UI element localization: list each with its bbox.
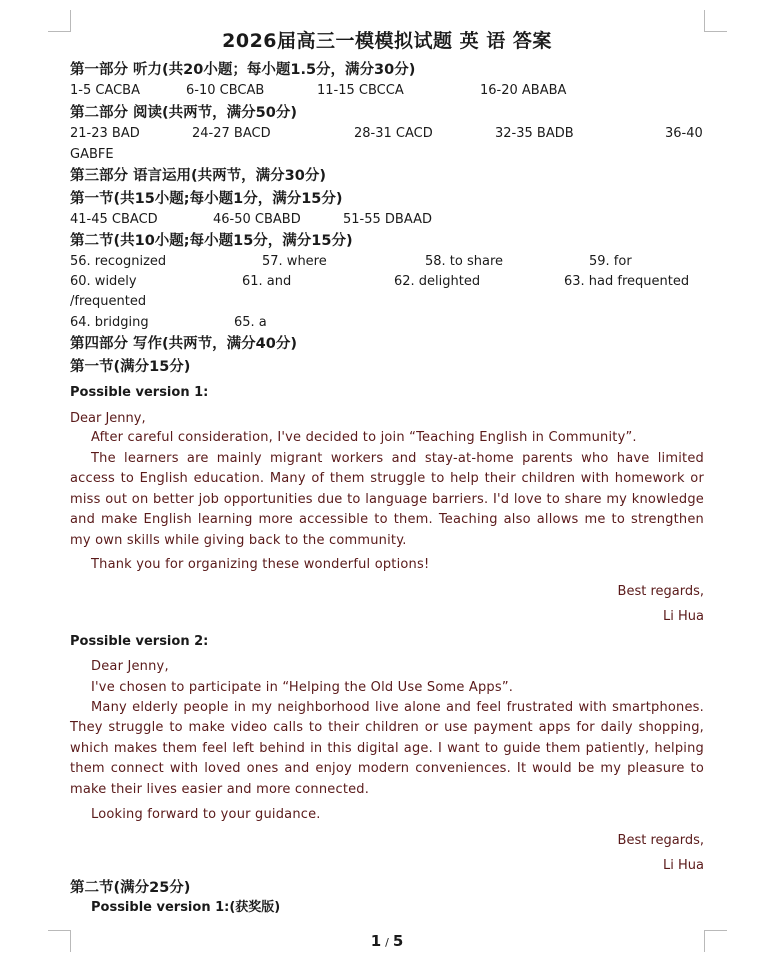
version2-label: Possible version 2: bbox=[70, 634, 209, 649]
answer-group: 11-15 CBCCA bbox=[317, 83, 404, 98]
answer-item: 63. had frequented bbox=[564, 274, 690, 289]
part3-section2-row3 bbox=[70, 314, 704, 332]
version1-label: Possible version 1: bbox=[70, 385, 209, 400]
version1-closing: Best regards, bbox=[617, 584, 704, 599]
total-pages: 5 bbox=[392, 932, 404, 950]
part2-heading: 第二部分 阅读(共两节，满分50分) bbox=[70, 105, 297, 121]
answer-group: 36-40 bbox=[665, 126, 703, 141]
part4-heading: 第四部分 写作(共两节，满分40分) bbox=[70, 336, 297, 352]
answer-item: 56. recognized bbox=[70, 254, 167, 269]
version1-salutation: Dear Jenny, bbox=[70, 411, 146, 426]
answer-group: 51-55 DBAAD bbox=[343, 212, 432, 227]
crop-mark bbox=[705, 930, 727, 931]
version2-salutation: Dear Jenny, bbox=[91, 659, 169, 674]
version2-paragraph3: Looking forward to your guidance. bbox=[91, 807, 321, 822]
answer-group: 32-35 BADB bbox=[495, 126, 574, 141]
answer-group: 46-50 CBABD bbox=[213, 212, 301, 227]
part3-heading: 第三部分 语言运用(共两节，满分30分) bbox=[70, 168, 326, 184]
answer-group: 28-31 CACD bbox=[354, 126, 433, 141]
answer-item: 64. bridging bbox=[70, 315, 149, 330]
part3-section1-heading: 第一节(共15小题;每小题1分，满分15分) bbox=[70, 191, 343, 207]
answer-item: 57. where bbox=[262, 254, 327, 269]
answer-item: 58. to share bbox=[425, 254, 504, 269]
answer-item: 61. and bbox=[242, 274, 292, 289]
part2-answers-cont: GABFE bbox=[70, 147, 114, 162]
page-number bbox=[0, 932, 774, 950]
answer-item: 59. for bbox=[589, 254, 632, 269]
part4-section2-heading: 第二节(满分25分) bbox=[70, 880, 191, 896]
answer-group: 16-20 ABABA bbox=[480, 83, 567, 98]
section2-version1-label: Possible version 1:(获奖版) bbox=[91, 900, 281, 915]
part3-section2-row2 bbox=[70, 273, 704, 291]
part1-answers bbox=[70, 82, 704, 100]
current-page: 1 bbox=[370, 932, 382, 950]
answer-group: 6-10 CBCAB bbox=[186, 83, 265, 98]
page-separator: / bbox=[385, 936, 389, 949]
answer-group: 41-45 CBACD bbox=[70, 212, 158, 227]
part3-section1-answers bbox=[70, 211, 704, 229]
version2-paragraph1: I've chosen to participate in “Helping the Old Use Some Apps”. bbox=[91, 680, 514, 695]
answer-group: 24-27 BACD bbox=[192, 126, 271, 141]
part2-answers bbox=[70, 125, 704, 143]
part4-section1-heading: 第一节(满分15分) bbox=[70, 359, 191, 375]
part3-section2-heading: 第二节(共10小题;每小题15分，满分15分) bbox=[70, 233, 353, 249]
part1-heading: 第一部分 听力(共20小题；每小题1.5分，满分30分) bbox=[70, 62, 416, 78]
version1-paragraph1: After careful consideration, I've decided to join “Teaching English in Community”. bbox=[91, 430, 637, 445]
version2-signature: Li Hua bbox=[663, 858, 704, 873]
crop-mark bbox=[48, 930, 70, 931]
version2-paragraph2: Many elderly people in my neighborhood live alone and feel frustrated with smartphones. They struggle to make video calls to their children or use payment apps for daily shopping, which makes them feel left behind in this digital age. I want to guide them patiently, helping them connect with loved ones and enjoy modern conveniences. It would be my pleasure to make their lives easier and more connected. bbox=[70, 700, 704, 797]
version1-paragraph2: The learners are mainly migrant workers and stay-at-home parents who have limited access to English education. Many of them struggle to help their children with homework or miss out on better job opportunities due to language barriers. I'd love to share my knowledge and make English learning more accessible to them. Teaching also allows me to strengthen my own skills while giving back to the community. bbox=[70, 451, 704, 548]
answer-item: 60. widely bbox=[70, 274, 137, 289]
answer-group: 1-5 CACBA bbox=[70, 83, 140, 98]
answer-group: 21-23 BAD bbox=[70, 126, 140, 141]
part3-section2-row2-cont: /frequented bbox=[70, 294, 147, 309]
version1-paragraph3: Thank you for organizing these wonderful options! bbox=[91, 557, 430, 572]
answer-item: 62. delighted bbox=[394, 274, 481, 289]
version1-signature: Li Hua bbox=[663, 609, 704, 624]
version2-closing: Best regards, bbox=[617, 833, 704, 848]
part3-section2-row1 bbox=[70, 253, 704, 271]
document-title: 2026届高三一模模拟试题 英 语 答案 bbox=[222, 30, 552, 52]
answer-item: 65. a bbox=[234, 315, 267, 330]
